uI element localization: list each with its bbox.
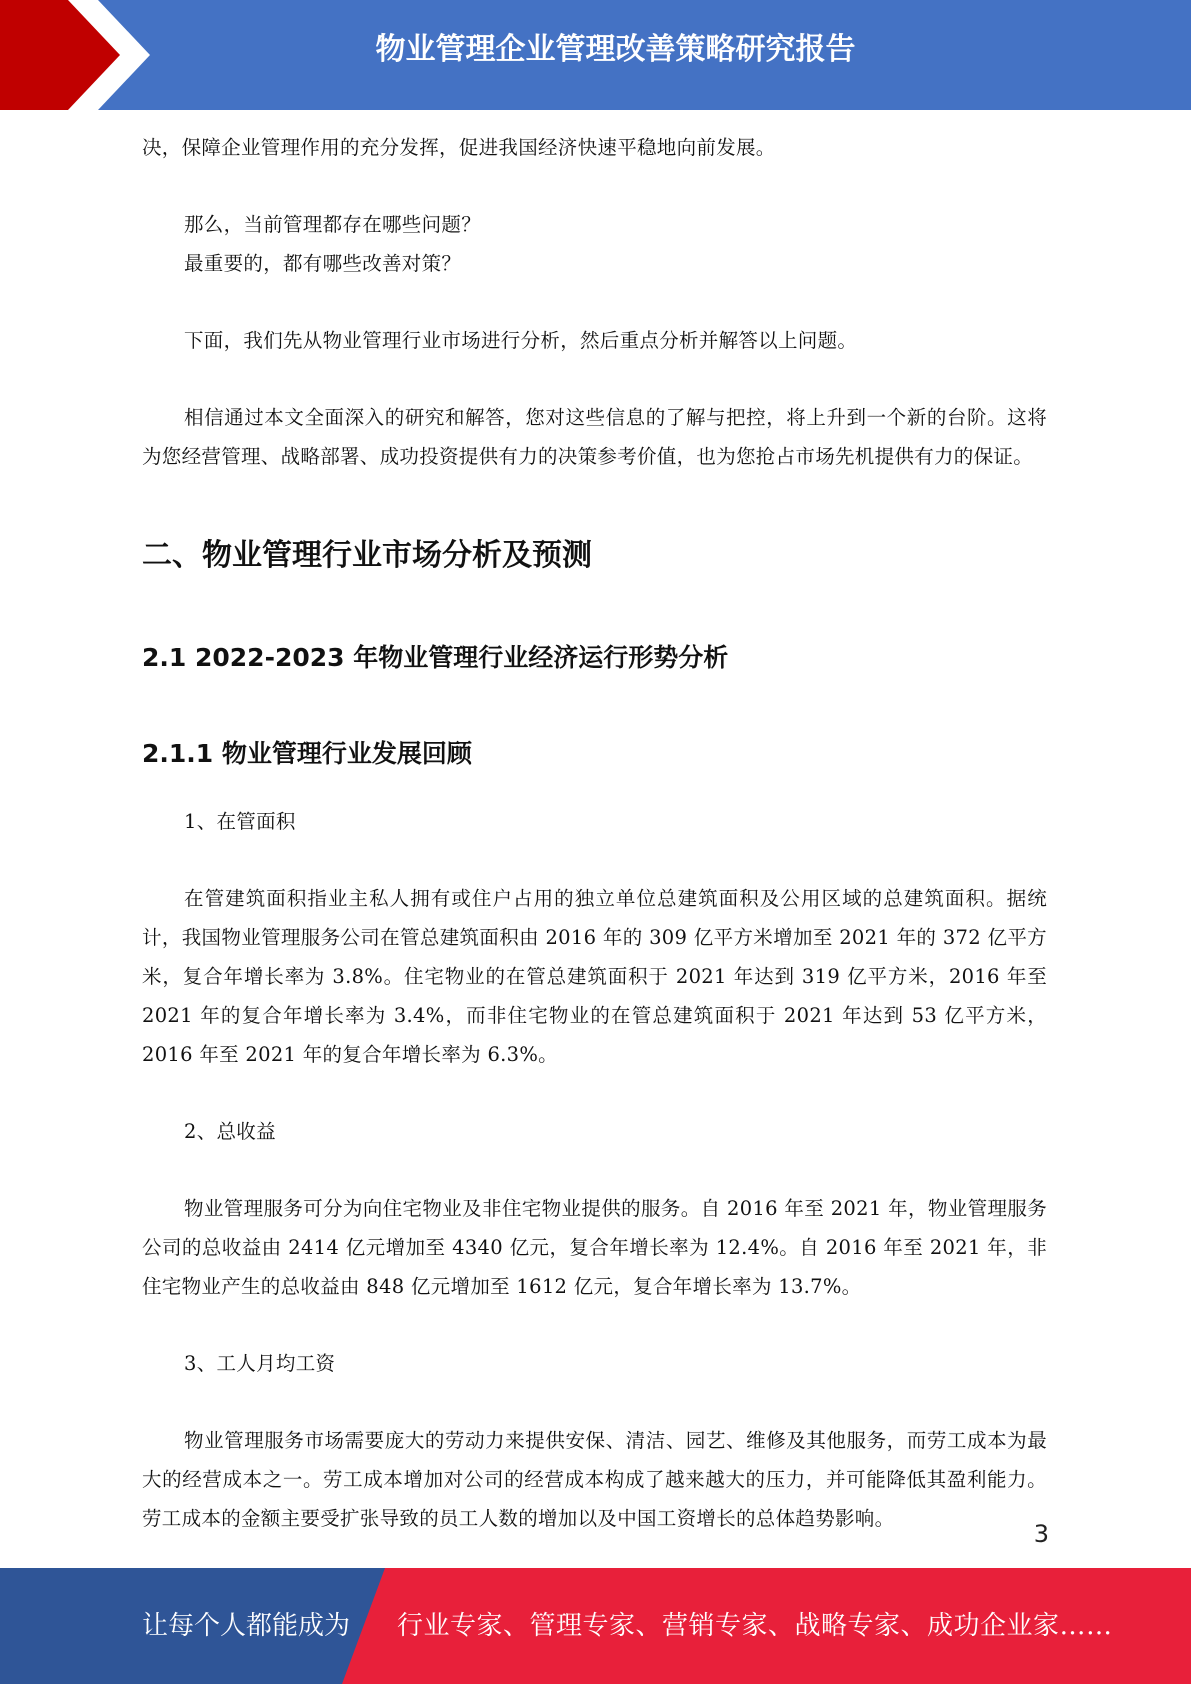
page-header xyxy=(0,0,1191,110)
item-1-title: 1、在管面积 xyxy=(184,810,296,833)
page-number: 3 xyxy=(1033,1520,1049,1548)
footer-slogan-right: 行业专家、管理专家、营销专家、战略专家、成功企业家…… xyxy=(397,1611,1113,1641)
report-title: 物业管理企业管理改善策略研究报告 xyxy=(375,32,856,67)
item-3-title: 3、工人月均工资 xyxy=(184,1352,336,1375)
section-2-heading: 二、物业管理行业市场分析及预测 xyxy=(142,538,592,573)
section-2-1-1-heading: 2.1.1 物业管理行业发展回顾 xyxy=(142,739,472,768)
item-2-paragraph: 物业管理服务可分为向住宅物业及非住宅物业提供的服务。自 2016 年至 2021 年，物业管理服务公司的总收益由 2414 亿元增加至 4340 亿元，复合年增长率为 12.4%。自 2016 年至 2021 年，非住宅物业产生的总收益由 848 亿元增加至 1612 亿元，复合年增长率为 13.7%。 xyxy=(142,1197,1047,1298)
paragraph-believe: 相信通过本文全面深入的研究和解答，您对这些信息的了解与把控，将上升到一个新的台阶。这将为您经营管理、战略部署、成功投资提供有力的决策参考价值，也为您抢占市场先机提供有力的保证。 xyxy=(142,406,1047,468)
footer-slogan-left: 让每个人都能成为 xyxy=(142,1611,351,1641)
question-2: 最重要的，都有哪些改善对策？ xyxy=(184,252,462,275)
question-1: 那么，当前管理都存在哪些问题？ xyxy=(184,213,482,236)
item-2-title: 2、总收益 xyxy=(184,1120,276,1143)
page-footer xyxy=(0,1568,1191,1684)
paragraph-intro-tail: 决，保障企业管理作用的充分发挥，促进我国经济快速平稳地向前发展。 xyxy=(142,136,776,159)
section-2-1-heading: 2.1 2022-2023 年物业管理行业经济运行形势分析 xyxy=(142,643,729,672)
document-body xyxy=(142,128,1047,1538)
item-3-paragraph: 物业管理服务市场需要庞大的劳动力来提供安保、清洁、园艺、维修及其他服务，而劳工成本为最大的经营成本之一。劳工成本增加对公司的经营成本构成了越来越大的压力，并可能降低其盈利能力。劳工成本的金额主要受扩张导致的员工人数的增加以及中国工资增长的总体趋势影响。 xyxy=(142,1429,1047,1530)
paragraph-next: 下面，我们先从物业管理行业市场进行分析，然后重点分析并解答以上问题。 xyxy=(184,329,858,352)
item-1-paragraph: 在管建筑面积指业主私人拥有或住户占用的独立单位总建筑面积及公用区域的总建筑面积。据统计，我国物业管理服务公司在管总建筑面积由 2016 年的 309 亿平方米增加至 2021 年的 372 亿平方米，复合年增长率为 3.8%。住宅物业的在管总建筑面积于 2021 年达到 319 亿平方米，2016 年至 2021 年的复合年增长率为 3.4%，而非住宅物业的在管总建筑面积于 2021 年达到 53 亿平方米，2016 年至 2021 年的复合年增长率为 6.3%。 xyxy=(142,887,1047,1066)
